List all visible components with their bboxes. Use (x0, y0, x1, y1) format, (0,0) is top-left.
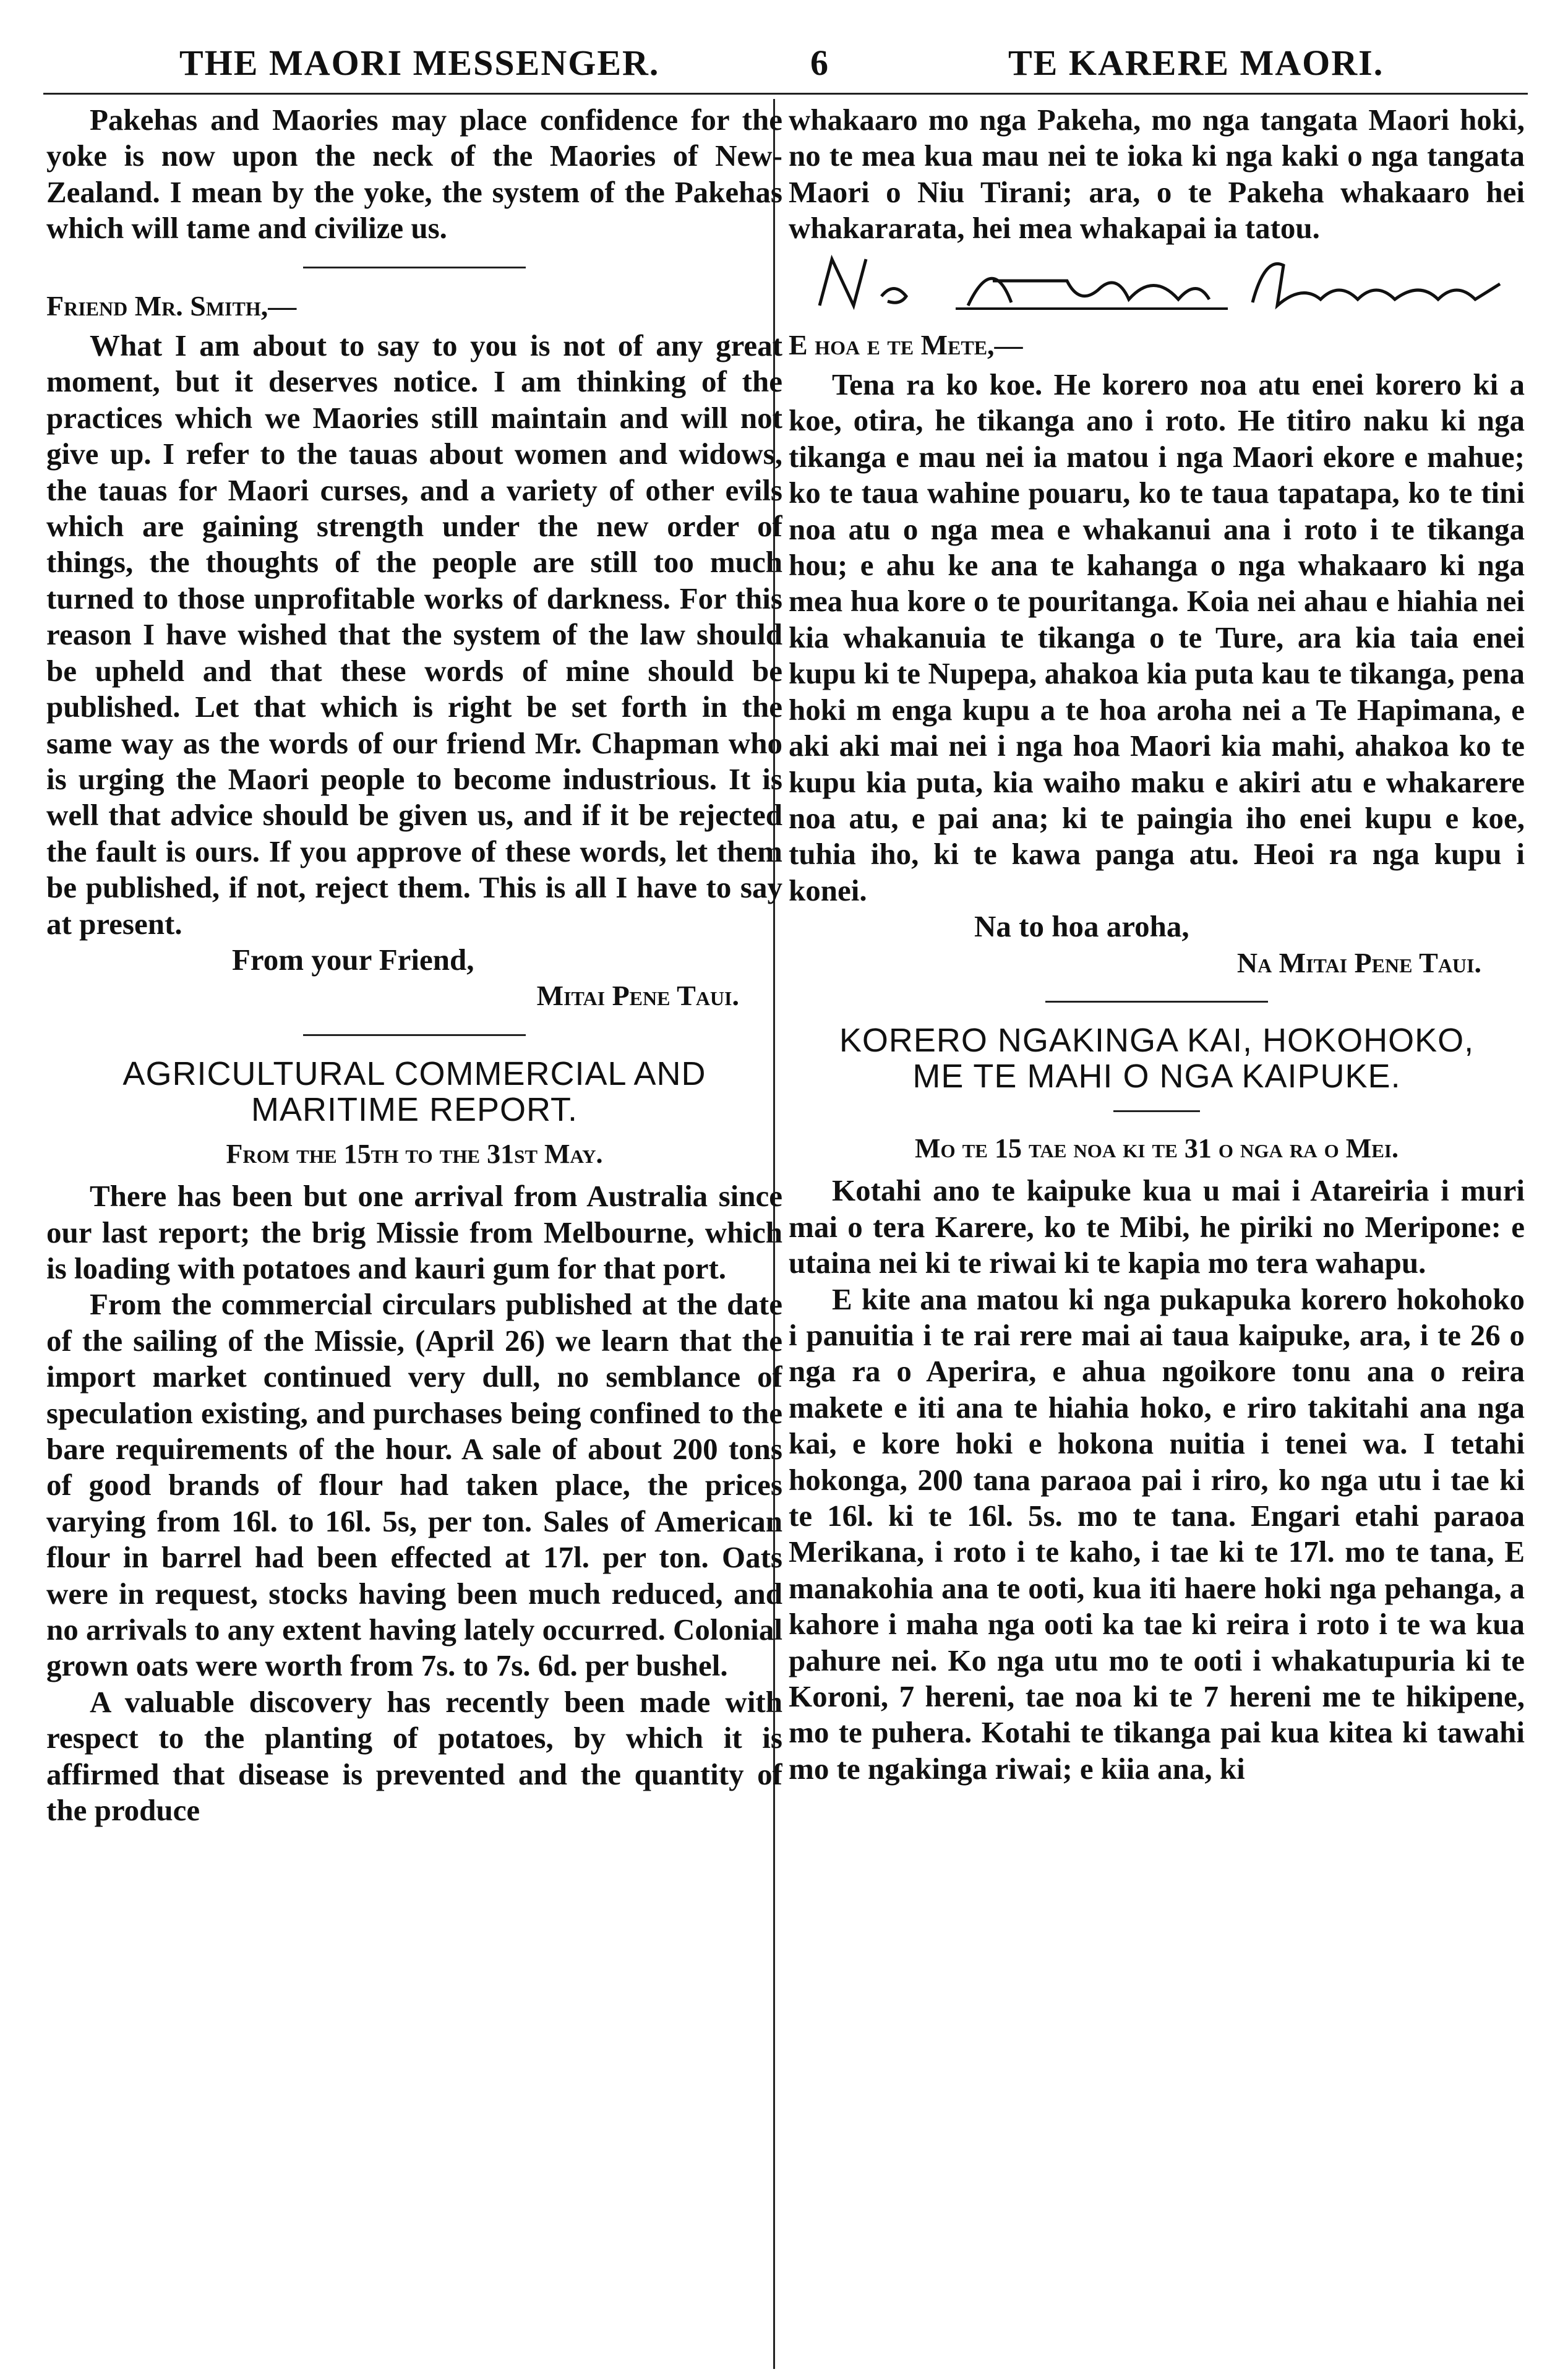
letter-body: What I am about to say to you is not of any great moment, but it deserves notice. I am thinking of the practices which we Maories still maintain and will not give up. I refer to the tauas about women and widows, the tauas for Maori curses, and a variety of other evils which are gaining strength under the new order of things, the thoughts of the people are still too much turned to those unprofitable works of darkness. For this reason I have wished that the system of the law should be upheld and that these words of mine should be published. Let that which is right be set forth in the same way as the words of our friend Mr. Chapman who is urging the Maori people to become industrious. It is well that advice should be given us, and if it be rejected the fault is ours. If you approve of these words, let them be published, if not, reject them. This is all I have to say at present. (46, 328, 782, 941)
maori-column (789, 102, 1525, 2366)
report-paragraph: Kotahi ano te kaipuke kua u mai i Atareiria i muri mai o tera Karere, ko te Mibi, he piriki no Meripone: e utaina nei ki te riwai ki te kapia mo tera wahapu. (789, 1173, 1525, 1280)
letter-salutation: Friend Mr. Smith,— (46, 289, 297, 322)
handwritten-annotation (807, 247, 1512, 321)
intro-paragraph: whakaaro mo nga Pakeha, mo nga tangata Maori hoki, no te mea kua mau nei te ioka ki nga kaki o nga tangata Maori o Niu Tirani; ara, o te Pakeha whakaaro hei whakararata, hei mea whakapai ia tatou. (789, 103, 1525, 246)
page-number: 6 (810, 43, 828, 83)
letter-salutation: E hoa e te Mete,— (789, 328, 1023, 361)
section-divider (1045, 1001, 1268, 1003)
report-headline: KORERO NGAKINGA KAI, HOKOHOKO, (839, 1021, 1475, 1059)
report-paragraph: E kite ana matou ki nga pukapuka korero hokohoko i panuitia i te rai rere mai ai taua kaipuke, ara, i te 26 o nga ra o Aperira, e ahua ngoikore tonu ana o reira makete e iti ana te hiahia hoko, e riro takitahi ana nga kai, e kore hoki e hokona nuitia i tenei wa. I tetahi hokonga, 200 tana paraoa pai i riro, ko nga utu i tae ki te 16l. ki te 16l. 5s. mo te tana. Engari etahi paraoa Merikana, i roto i te kaho, i tae ki te 17l. mo te tana, E manakohia ana te ooti, kua iti haere hoki nga pehanga, a kahore i maha nga ooti ka tae ki reira i roto i te wa kua pahure nei. Ko nga utu mo te ooti i whakatupuria ki te Koroni, 7 hereni, tae noa ki te 7 hereni me te hikipene, mo te puhera. Kotahi te tikanga pai kua kitea ki tawahi mo te ngakinga riwai; e kiia ana, ki (789, 1282, 1525, 1786)
letter-signature: Mitai Pene Taui. (536, 980, 739, 1012)
report-headline: AGRICULTURAL COMMERCIAL AND (122, 1055, 706, 1092)
letter-closing: From your Friend, (232, 942, 474, 977)
letter-signature: Na Mitai Pene Taui. (1236, 946, 1481, 979)
report-headline-line2: MARITIME REPORT. (251, 1090, 578, 1128)
masthead-english-title: THE MAORI MESSENGER. (179, 43, 660, 83)
report-paragraph: A valuable discovery has recently been made with respect to the planting of potatoes, by which it is affirmed that disease is prevented and the quantity of the produce (46, 1684, 782, 1828)
intro-paragraph: Pakehas and Maories may place confidence for the yoke is now upon the neck of the Maories of New-Zealand. I mean by the yoke, the system of the Pakehas which will tame and civilize us. (46, 103, 782, 246)
report-paragraph: There has been but one arrival from Australia since our last report; the brig Missie from Melbourne, which is loading with potatoes and kauri gum for that port. (46, 1179, 782, 1285)
letter-body: Tena ra ko koe. He korero noa atu enei korero ki a koe, otira, he tikanga ano i roto. He titiro naku ki nga tikanga e mau nei ia matou i nga Maori ekore e mahue; ko te taua wahine pouaru, ko te taua tapatapa, ko te tini noa atu o nga mea e whakanui ana i roto i te tikanga hou; e ahu ke ana te kahanga o nga whakaaro ki nga mea hua kore o te pouritanga. Koia nei ahau e hiahia nei kia whakanuia te tikanga o te Ture, ara kia taia enei kupu ki te Nupepa, ahakoa kia puta kau te tikanga, pena hoki m enga kupu a te hoa aroha nei a Te Hapimana, e aki aki mai nei i nga hoa Maori kia mahi, ahakoa ko te kupu kia puta, kia waiho maku e akiri atu e whakarere noa atu, e pai ana; ki te paingia iho enei kupu e koe, tuhia iho, ki te kawa panga atu. Heoi ra nga kupu i konei. (789, 367, 1525, 907)
masthead (43, 19, 1528, 95)
section-divider (303, 1034, 526, 1036)
report-dateline: Mo te 15 tae noa ki te 31 o nga ra o Mei. (914, 1133, 1399, 1163)
masthead-maori-title: TE KARERE MAORI. (1008, 43, 1384, 83)
report-paragraph: From the commercial circulars published at the date of the sailing of the Missie, (April 26) we learn that the import market continued very dull, no semblance of speculation existing, and purchases being confined to the bare requirements of the hour. A sale of about 200 tons of good brands of flour had taken place, the prices varying from 16l. to 16l. 5s, per ton. Sales of American flour in barrel had been effected at 17l. per ton. Oats were in request, stocks having been much reduced, and no arrivals to any extent having lately occurred. Colonial grown oats were worth from 7s. to 7s. 6d. per bushel. (46, 1287, 782, 1683)
headline-rule (1113, 1110, 1200, 1112)
letter-closing: Na to hoa aroha, (974, 909, 1189, 944)
english-column (46, 102, 782, 2366)
section-divider (303, 267, 526, 268)
report-dateline: From the 15th to the 31st May. (226, 1138, 603, 1169)
report-headline-line2: ME TE MAHI O NGA KAIPUKE. (912, 1057, 1401, 1095)
